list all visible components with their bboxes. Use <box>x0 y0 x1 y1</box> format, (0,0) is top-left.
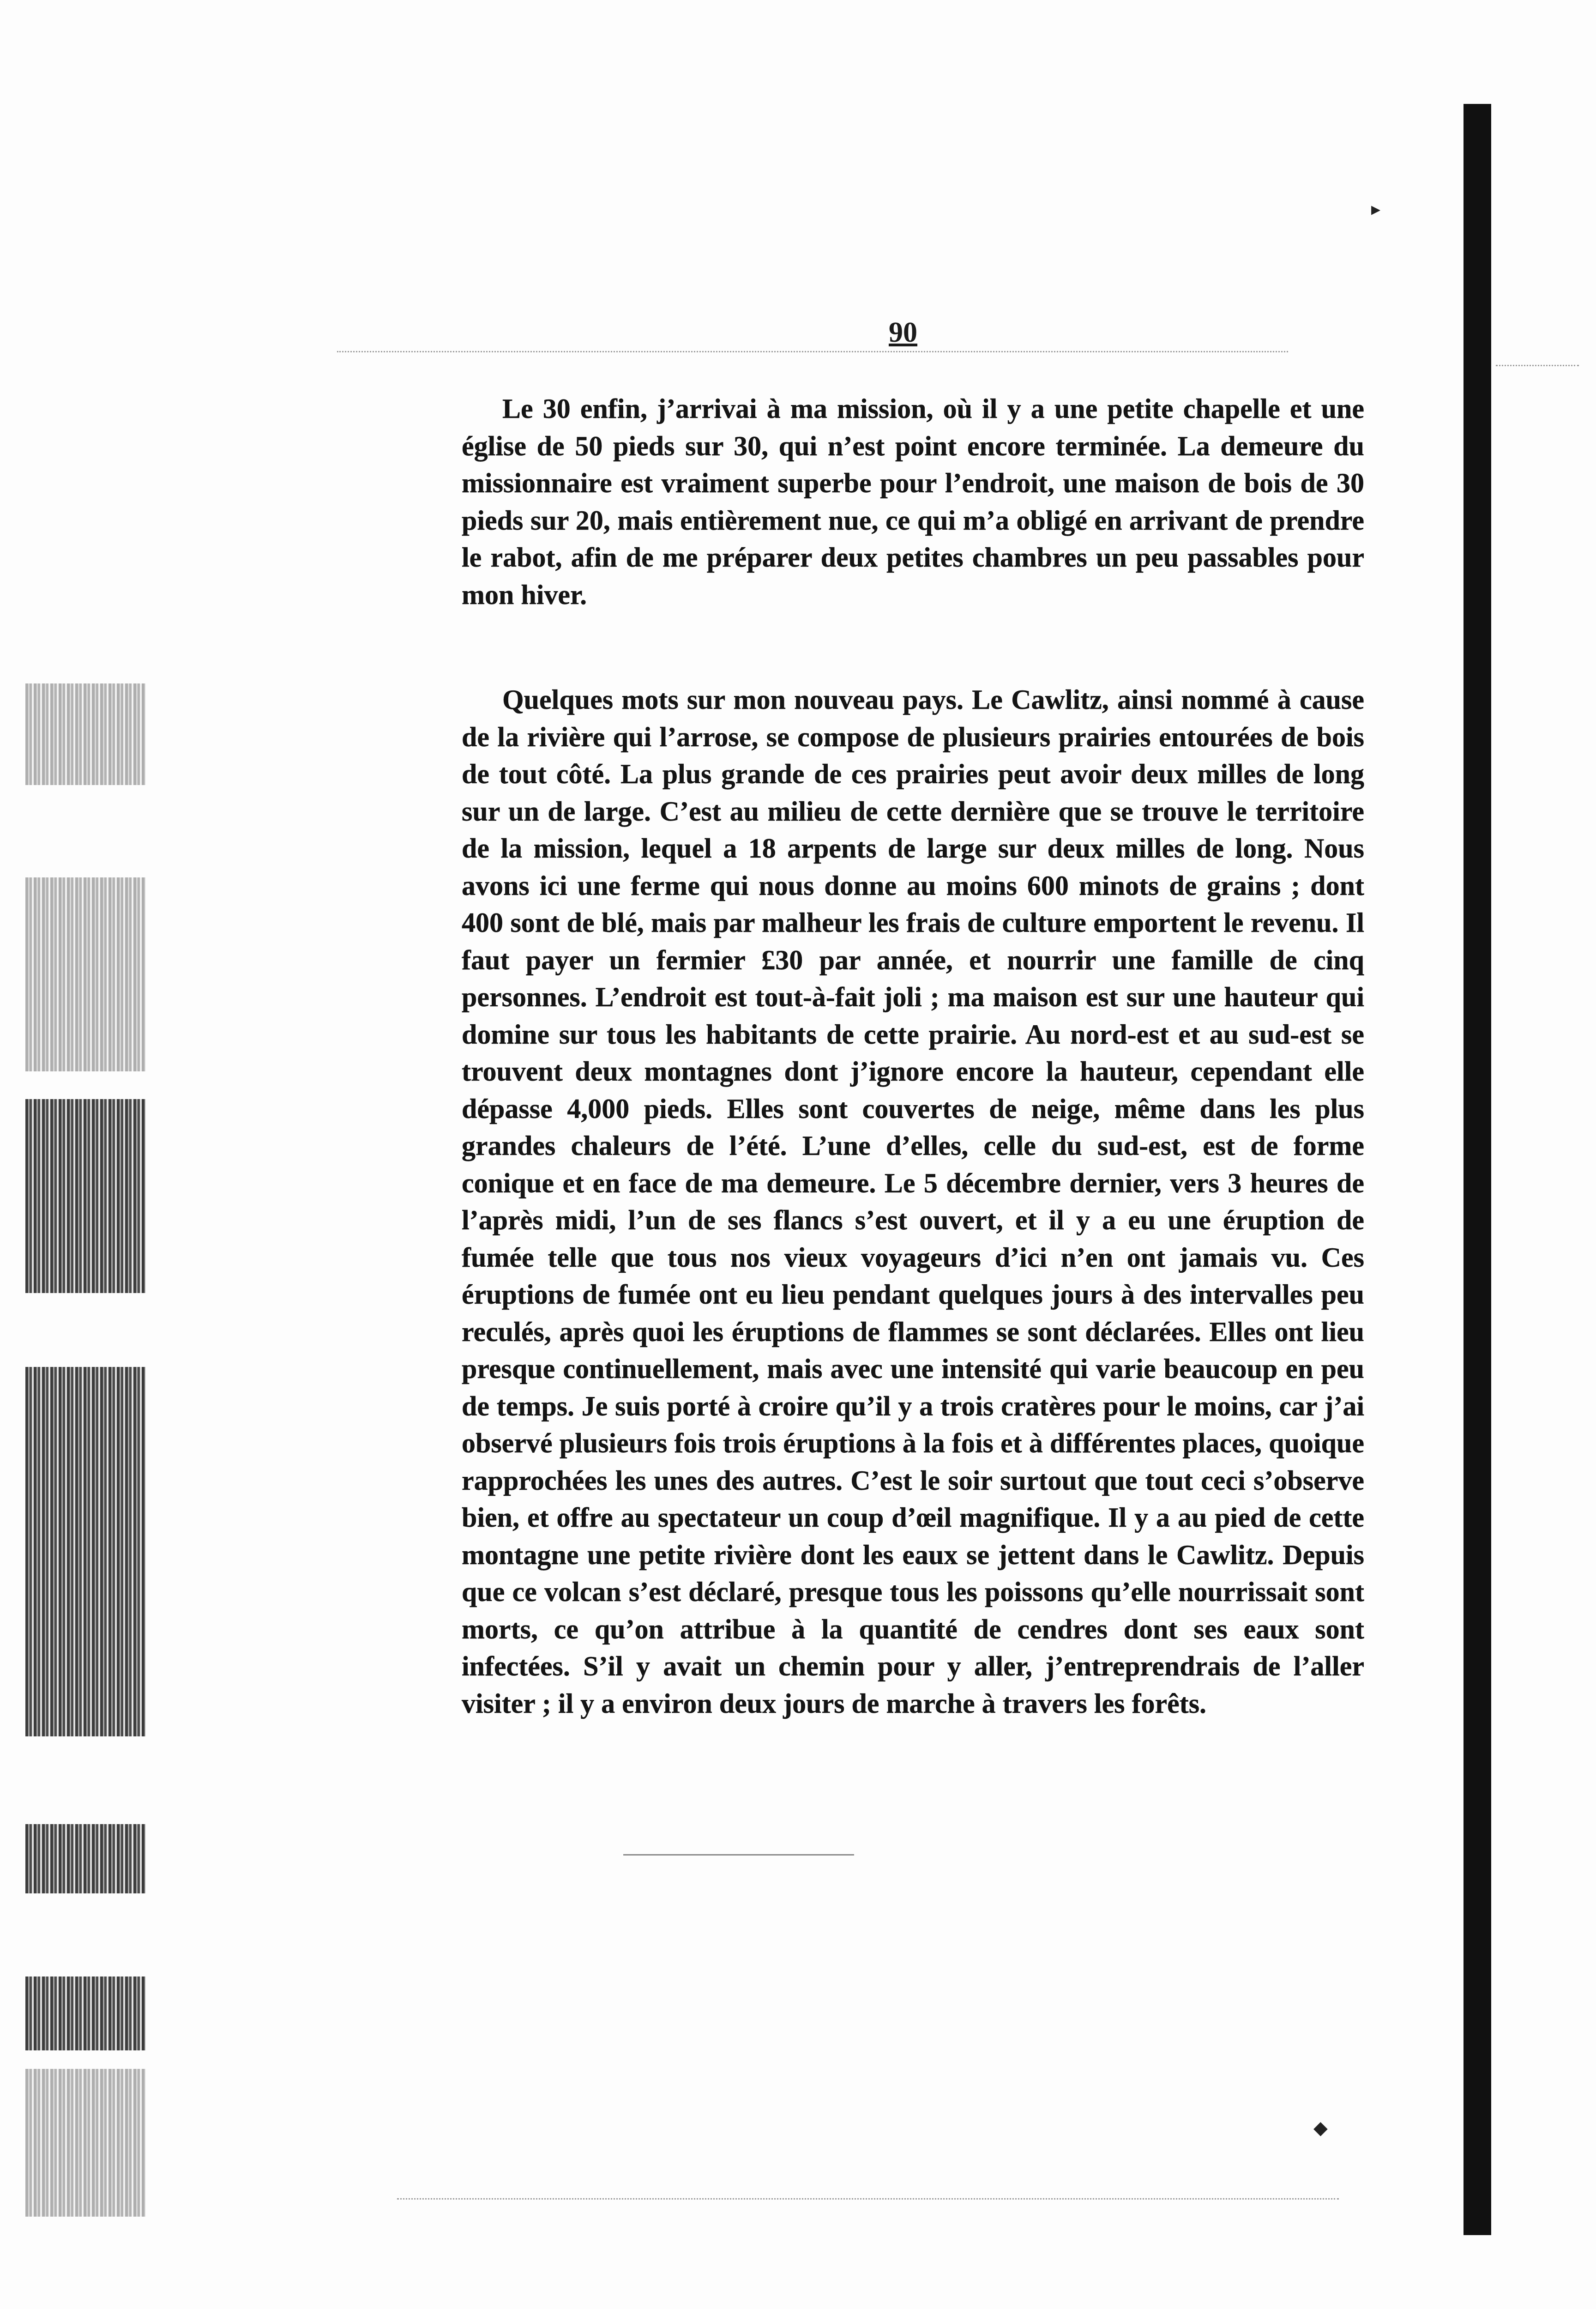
header-rule <box>337 351 1288 352</box>
body-paragraph <box>462 390 1364 613</box>
scan-artifact <box>25 1099 145 1293</box>
scan-artifact <box>25 1824 145 1893</box>
scan-artifact <box>25 2069 145 2217</box>
scan-edge-bar <box>1464 104 1491 2235</box>
footnote-mark-line <box>623 1854 854 1856</box>
scan-artifact <box>25 1977 145 2050</box>
scan-artifact <box>25 683 145 785</box>
body-paragraph <box>462 681 1364 1722</box>
scan-speck: ▸ <box>1371 199 1381 220</box>
page-number: 90 <box>889 317 917 348</box>
paragraph-text: Quelques mots sur mon nouveau pays. Le Cawlitz, ainsi nommé à cause de la rivière qui l’arrose, se compose de plusieurs prairies entourées de bois de tout côté. La plus grande de ces prairies peut avoir deux milles de long sur un de large. C’est au milieu de cette dernière que se trouve le territoire de la mission, lequel a 18 arpents de large sur deux milles de long. Nous avons ici une ferme qui nous donne au moins 600 minots de grains ; dont 400 sont de blé, mais par malheur les frais de culture emportent le revenu. Il faut payer un fermier £30 par année, et nourrir une famille de cinq personnes. L’endroit est tout-à-fait joli ; ma maison est sur une hauteur qui domine sur tous les habitants de cette prairie. Au nord-est et au sud-est se trouvent deux montagnes dont j’ignore encore la hauteur, cependant elle dépasse 4,000 pieds. Elles sont couvertes de neige, même dans les plus grandes chaleurs de l’été. L’une d’elles, celle du sud-est, est de forme conique et en face de ma demeure. Le 5 décembre dernier, vers 3 heures de l’après midi, l’un de ses flancs s’est ouvert, et il y a eu une éruption de fumée telle que tous nos vieux voyageurs d’ici n’en ont jamais vu. Ces éruptions de fumée ont eu lieu pendant quelques jours à des intervalles peu reculés, après quoi les éruptions de flammes se sont déclarées. Elles ont lieu presque continuellement, mais avec une intensité qui varie beaucoup en peu de temps. Je suis porté à croire qu’il y a trois cratères pour le moins, car j’ai observé plusieurs fois trois éruptions à la fois et à différentes places, quoique rapprochées les unes des autres. C’est le soir surtout que tout ceci s’observe bien, et offre au spectateur un coup d’œil magnifique. Il y a au pied de cette montagne une petite rivière dont les eaux se jettent dans le Cawlitz. Depuis que ce volcan s’est déclaré, presque tous les poissons qu’elle nourrissait sont morts, ce qu’on attribue à la quantité de cendres dont ses eaux sont infectées. S’il y avait un chemin pour y aller, j’entreprendrais de l’aller visiter ; il y a environ deux jours de marche à travers les forêts. <box>462 684 1364 1719</box>
footer-rule <box>397 2198 1339 2200</box>
header-rule-margin <box>1496 365 1579 366</box>
scan-artifact <box>25 1367 145 1736</box>
paragraph-text: Le 30 enfin, j’arrivai à ma mission, où il y a une petite chapelle et une église de 50 pieds sur 30, qui n’est point encore terminée. La demeure du missionnaire est vraiment superbe pour l’endroit, une maison de bois de 30 pieds sur 20, mais entièrement nue, ce qui m’a obligé en arrivant de prendre le rabot, afin de me préparer deux petites chambres un peu passables pour mon hiver. <box>462 393 1364 610</box>
scan-artifact <box>25 877 145 1071</box>
scan-speck: ◆ <box>1313 2117 1328 2139</box>
